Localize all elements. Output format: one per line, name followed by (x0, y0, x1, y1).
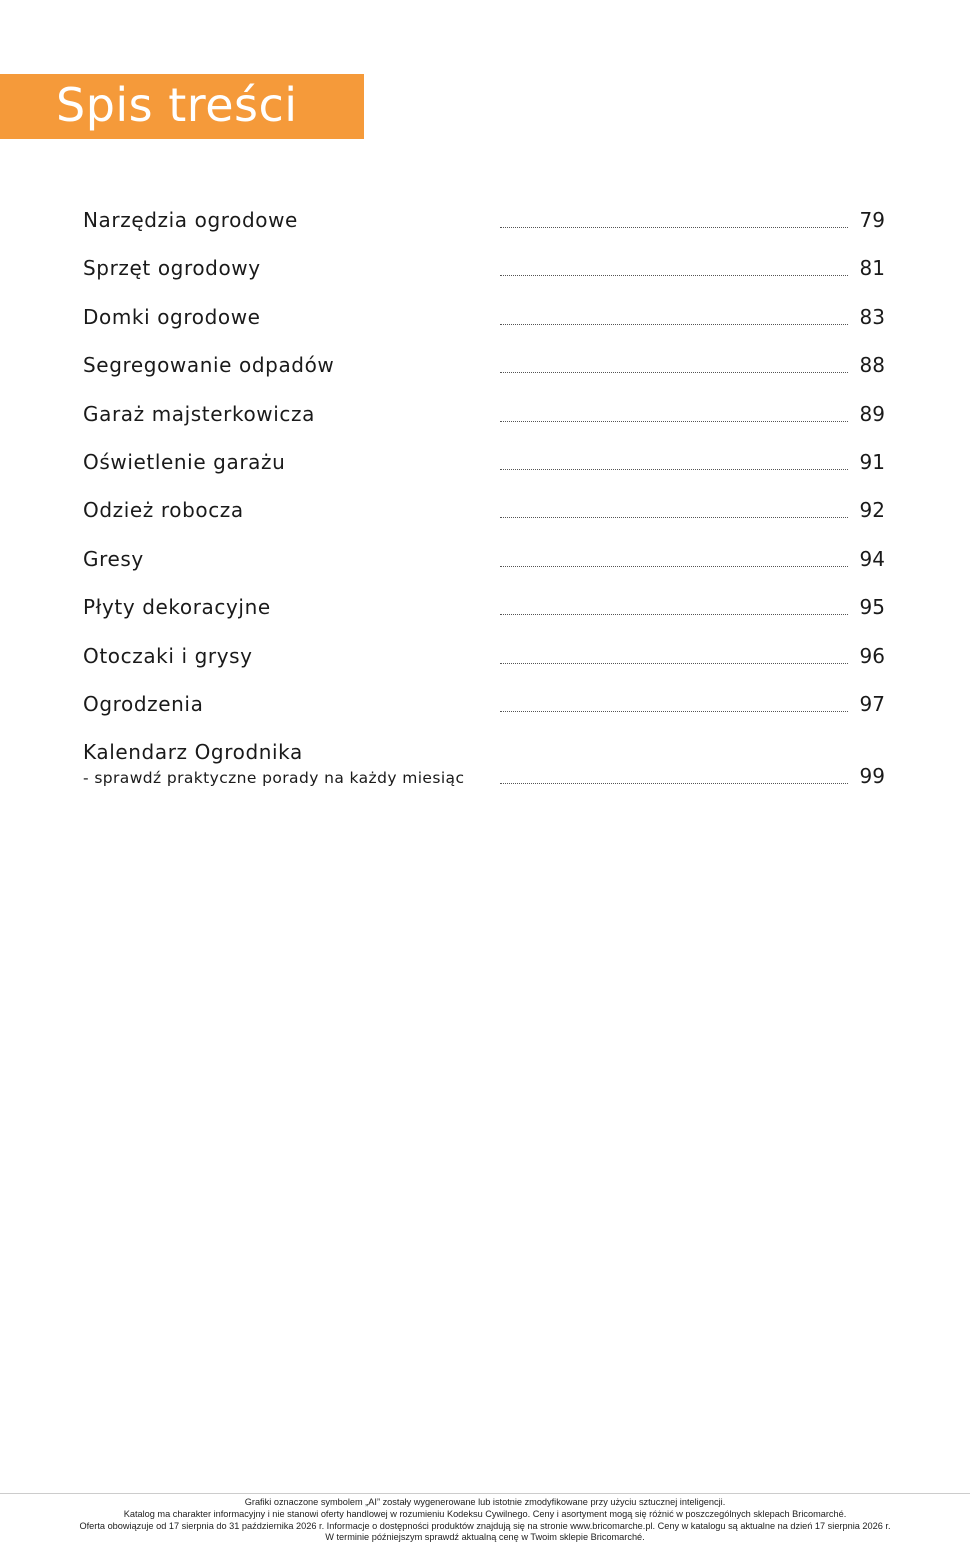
toc-item-label: Odzież robocza (83, 498, 244, 523)
toc-page-number: 95 (859, 595, 885, 620)
toc-item-label: Sprzęt ogrodowy (83, 256, 261, 281)
toc-page-number: 97 (859, 691, 885, 716)
toc-item-oswietlenie-garazu[interactable] (83, 442, 888, 490)
toc-item-label: Oświetlenie garażu (83, 449, 286, 474)
toc-dot-leader (500, 517, 848, 518)
footer-line: Katalog ma charakter informacyjny i nie stanowi oferty handlowej w rozumieniu Kodeksu Cywilnego. Ceny i asortyment mogą się różnić w poszczególnych sklepach Bricomarché. (123, 1508, 847, 1519)
toc-dot-leader (500, 566, 848, 567)
toc-item-plyty-dekoracyjne[interactable] (83, 587, 888, 635)
toc-page-number: 92 (859, 498, 885, 523)
toc-page-number: 99 (859, 764, 885, 789)
toc-dot-leader (500, 324, 848, 325)
toc-item-odziez-robocza[interactable] (83, 490, 888, 538)
toc-item-garaz-majsterkowicza[interactable] (83, 394, 888, 442)
toc-item-gresy[interactable] (83, 539, 888, 587)
toc-item-label: Segregowanie odpadów (83, 353, 335, 378)
toc-page-number: 79 (859, 208, 885, 232)
toc-page-number: 96 (859, 643, 885, 668)
toc-item-label: Gresy (83, 546, 144, 571)
footer-line: Grafiki oznaczone symbolem „AI” zostały wygenerowane lub istotnie zmodyfikowane przy użyciu sztucznej inteligencji. (244, 1497, 726, 1507)
toc-page-number: 89 (859, 401, 885, 426)
toc-item-segregowanie-odpadow[interactable] (83, 345, 888, 393)
toc-item-ogrodzenia[interactable] (83, 684, 888, 732)
footer-divider (0, 1493, 970, 1494)
toc-page-number: 83 (859, 304, 885, 329)
toc-dot-leader (500, 663, 848, 664)
footer-disclaimer (0, 1497, 970, 1544)
toc-page-number: 88 (859, 353, 885, 378)
toc-page-number: 91 (859, 449, 885, 474)
toc-dot-leader (500, 711, 848, 712)
toc-page-number: 81 (859, 256, 885, 281)
toc-dot-leader (500, 469, 848, 470)
toc-item-label: Garaż majsterkowicza (83, 401, 315, 426)
toc-item-label: Narzędzia ogrodowe (83, 208, 298, 232)
toc-item-label: Otoczaki i grysy (83, 643, 253, 668)
toc-item-label: Domki ogrodowe (83, 304, 261, 329)
toc-item-sprzet-ogrodowy[interactable] (83, 248, 888, 296)
toc-item-label: Ogrodzenia (83, 691, 204, 716)
toc-dot-leader (500, 275, 848, 276)
toc-item-otoczaki-i-grysy[interactable] (83, 636, 888, 684)
toc-dot-leader (500, 614, 848, 615)
toc-item-kalendarz-ogrodnika[interactable] (83, 732, 888, 792)
toc-dot-leader (500, 421, 848, 422)
toc-dot-leader (500, 783, 848, 784)
footer-line: W terminie późniejszym sprawdź aktualną cenę w Twoim sklepie Bricomarché. (325, 1532, 645, 1543)
toc-item-narzedzia-ogrodowe[interactable] (83, 200, 888, 248)
toc-dot-leader (500, 372, 848, 373)
toc-item-domki-ogrodowe[interactable] (83, 297, 888, 345)
table-of-contents (83, 200, 888, 792)
toc-item-sublabel: - sprawdź praktyczne porady na każdy miesiąc (83, 769, 465, 788)
title-banner (0, 74, 364, 139)
toc-page-number: 94 (859, 546, 885, 571)
toc-item-label: Kalendarz Ogrodnika (83, 740, 303, 765)
page-title: Spis treści (56, 78, 298, 132)
toc-item-label: Płyty dekoracyjne (83, 595, 271, 620)
footer-line: Oferta obowiązuje od 17 sierpnia do 31 października 2026 r. Informacje o dostępności produktów znajdują się na stronie www.bricomarche.pl. Ceny w katalogu są aktualne na dzień 17 sierpnia 2026 r. (79, 1520, 891, 1531)
toc-dot-leader (500, 227, 848, 228)
